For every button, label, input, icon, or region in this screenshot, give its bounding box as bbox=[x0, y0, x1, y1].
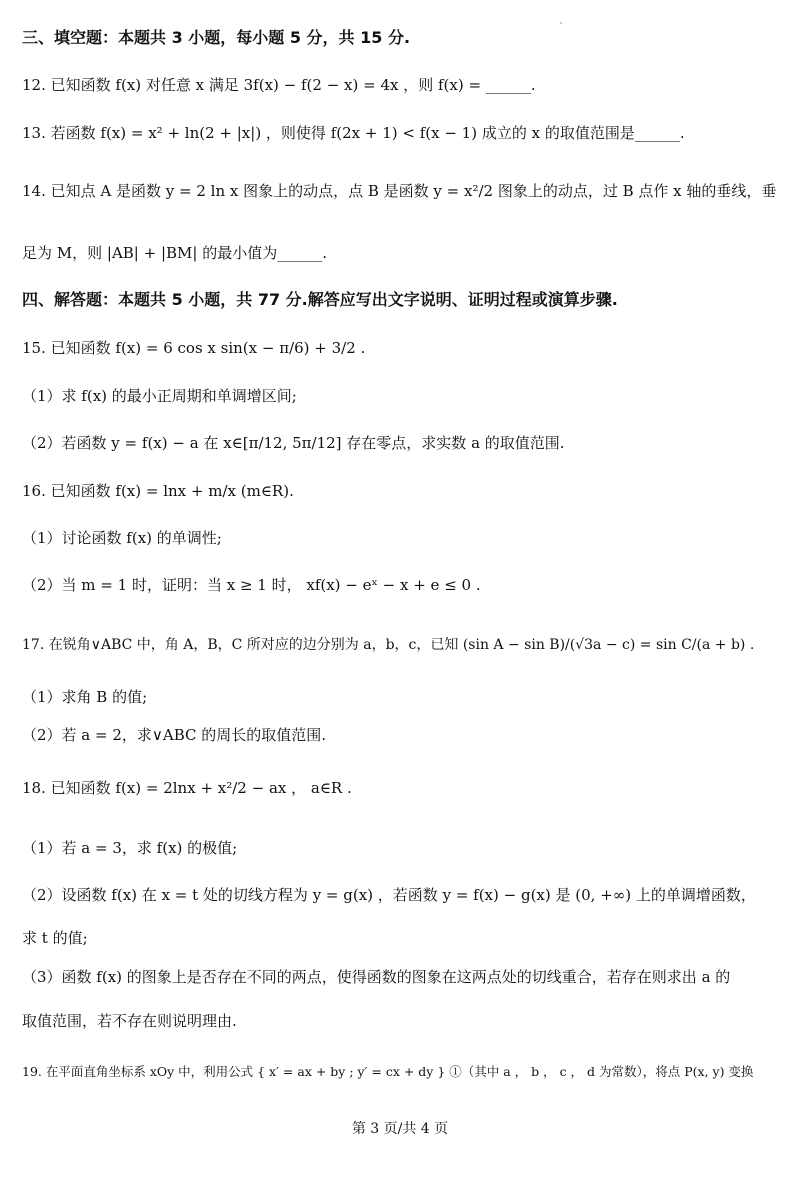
question-17: 17. 在锐角∨ABC 中，角 A，B，C 所对应的边分别为 a，b，c，已知 (sin A − sin B)/(√3a − c) = sin C/(a + b) . bbox=[22, 637, 755, 653]
question-17-part2: （2）若 a = 2，求∨ABC 的周长的取值范围. bbox=[22, 726, 327, 744]
question-19-line1: 19. 在平面直角坐标系 xOy 中，利用公式 { x′ = ax + by ; y′ = cx + dy } ①（其中 a ， b ， c ， d 为常数），将点 P(x, y) 变换 bbox=[22, 1064, 754, 1079]
section3-title: 三、填空题：本题共 3 小题，每小题 5 分，共 15 分. bbox=[22, 28, 411, 47]
question-18-part3-line2: 取值范围，若不存在则说明理由. bbox=[22, 1012, 237, 1030]
question-15-part2: （2）若函数 y = f(x) − a 在 x∈[π/12, 5π/12] 存在零点，求实数 a 的取值范围. bbox=[22, 434, 565, 452]
scan-speck bbox=[560, 22, 562, 24]
page-footer: 第 3 页/共 4 页 bbox=[351, 1121, 449, 1137]
question-14-line2: 足为 M，则 |AB| + |BM| 的最小值为______. bbox=[22, 244, 327, 262]
question-15: 15. 已知函数 f(x) = 6 cos x sin(x − π/6) + 3/2 . bbox=[22, 339, 366, 357]
question-18-part1: （1）若 a = 3，求 f(x) 的极值; bbox=[22, 839, 238, 857]
question-13: 13. 若函数 f(x) = x² + ln(2 + |x|) ，则使得 f(2x + 1) < f(x − 1) 成立的 x 的取值范围是______. bbox=[22, 124, 685, 142]
question-12: 12. 已知函数 f(x) 对任意 x 满足 3f(x) − f(2 − x) = 4x ，则 f(x) = ______. bbox=[22, 76, 536, 94]
question-15-part1: （1）求 f(x) 的最小正周期和单调增区间; bbox=[22, 387, 297, 405]
question-18-part3-line1: （3）函数 f(x) 的图象上是否存在不同的两点，使得函数的图象在这两点处的切线重合，若存在则求出 a 的 bbox=[22, 968, 731, 986]
question-18: 18. 已知函数 f(x) = 2lnx + x²/2 − ax ， a∈R . bbox=[22, 779, 352, 797]
question-17-part1: （1）求角 B 的值; bbox=[22, 688, 148, 706]
question-18-part2-line1: （2）设函数 f(x) 在 x = t 处的切线方程为 y = g(x) ，若函数 y = f(x) − g(x) 是 (0, +∞) 上的单调增函数， bbox=[22, 886, 756, 904]
question-18-part2-line2: 求 t 的值; bbox=[22, 929, 88, 947]
question-16: 16. 已知函数 f(x) = lnx + m/x (m∈R). bbox=[22, 482, 294, 500]
section4-title: 四、解答题：本题共 5 小题，共 77 分.解答应写出文字说明、证明过程或演算步骤. bbox=[22, 290, 618, 309]
question-16-part1: （1）讨论函数 f(x) 的单调性; bbox=[22, 529, 222, 547]
question-14-line1: 14. 已知点 A 是函数 y = 2 ln x 图象上的动点，点 B 是函数 y = x²/2 图象上的动点，过 B 点作 x 轴的垂线，垂 bbox=[22, 182, 777, 200]
question-16-part2: （2）当 m = 1 时，证明：当 x ≥ 1 时， xf(x) − eˣ − x + e ≤ 0 . bbox=[22, 576, 481, 594]
